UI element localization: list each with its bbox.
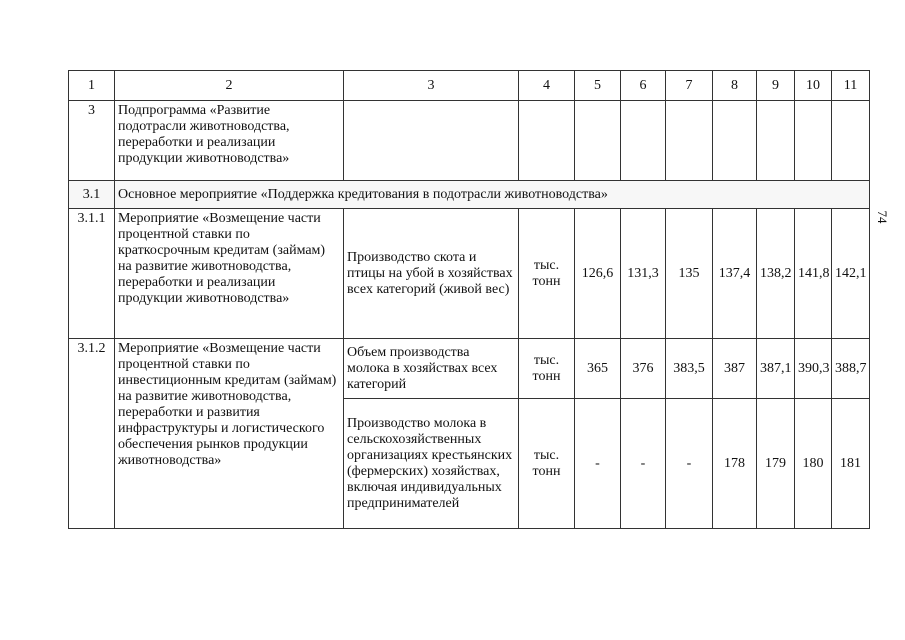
- column-number: 11: [832, 71, 870, 101]
- subprogram-name: Подпрограмма «Развитие подотрасли животноводства, переработки и реализации продукции животноводства»: [115, 101, 344, 181]
- value-cell: 387: [713, 339, 757, 399]
- value-cell: 178: [713, 399, 757, 529]
- value-cell: 138,2: [757, 209, 795, 339]
- column-number: 9: [757, 71, 795, 101]
- value-cell: 135: [666, 209, 713, 339]
- column-number: 3: [344, 71, 519, 101]
- column-number: 2: [115, 71, 344, 101]
- empty-cell: [575, 101, 621, 181]
- value-cell: 376: [621, 339, 666, 399]
- value-cell: 181: [832, 399, 870, 529]
- column-number: 5: [575, 71, 621, 101]
- value-cell: 126,6: [575, 209, 621, 339]
- value-cell: 383,5: [666, 339, 713, 399]
- column-number: 8: [713, 71, 757, 101]
- empty-cell: [621, 101, 666, 181]
- value-cell: 179: [757, 399, 795, 529]
- empty-cell: [795, 101, 832, 181]
- value-cell: -: [621, 399, 666, 529]
- empty-cell: [832, 101, 870, 181]
- subprogram-number: 3: [69, 101, 115, 181]
- event-name: Мероприятие «Возмещение части процентной ставки по краткосрочным кредитам (займам) на развитие животноводства, переработки и реализации продукции животноводства»: [115, 209, 344, 339]
- event-row: [69, 339, 870, 399]
- column-number: 6: [621, 71, 666, 101]
- column-number: 10: [795, 71, 832, 101]
- main-event-name: Основное мероприятие «Поддержка кредитования в подотрасли животноводства»: [115, 181, 870, 209]
- event-number: 3.1.1: [69, 209, 115, 339]
- unit-cell: тыс. тонн: [519, 399, 575, 529]
- value-cell: 137,4: [713, 209, 757, 339]
- column-number: 4: [519, 71, 575, 101]
- event-row: [69, 209, 870, 339]
- value-cell: 141,8: [795, 209, 832, 339]
- indicators-table: [68, 70, 870, 529]
- value-cell: 387,1: [757, 339, 795, 399]
- value-cell: 131,3: [621, 209, 666, 339]
- empty-cell: [519, 101, 575, 181]
- value-cell: 365: [575, 339, 621, 399]
- indicator-name: Объем производства молока в хозяйствах всех категорий: [344, 339, 519, 399]
- column-number-row: [69, 71, 870, 101]
- indicator-name: Производство молока в сельскохозяйственных организациях крестьянских (фермерских) хозяйствах, включая индивидуальных предпринимателей: [344, 399, 519, 529]
- event-name: Мероприятие «Возмещение части процентной ставки по инвестиционным кредитам (займам) на развитие животноводства, переработки и развития инфраструктуры и логистического обеспечения рынков продукции животноводства»: [115, 339, 344, 529]
- main-event-row: [69, 181, 870, 209]
- event-number: 3.1.2: [69, 339, 115, 529]
- unit-cell: тыс. тонн: [519, 209, 575, 339]
- empty-cell: [757, 101, 795, 181]
- subprogram-row: [69, 101, 870, 181]
- empty-cell: [713, 101, 757, 181]
- value-cell: 142,1: [832, 209, 870, 339]
- value-cell: 390,3: [795, 339, 832, 399]
- empty-cell: [666, 101, 713, 181]
- column-number: 1: [69, 71, 115, 101]
- unit-cell: тыс. тонн: [519, 339, 575, 399]
- column-number: 7: [666, 71, 713, 101]
- empty-cell: [344, 101, 519, 181]
- value-cell: -: [666, 399, 713, 529]
- value-cell: 388,7: [832, 339, 870, 399]
- page-number: 74: [875, 210, 890, 224]
- value-cell: 180: [795, 399, 832, 529]
- value-cell: -: [575, 399, 621, 529]
- indicator-name: Производство скота и птицы на убой в хозяйствах всех категорий (живой вес): [344, 209, 519, 339]
- main-event-number: 3.1: [69, 181, 115, 209]
